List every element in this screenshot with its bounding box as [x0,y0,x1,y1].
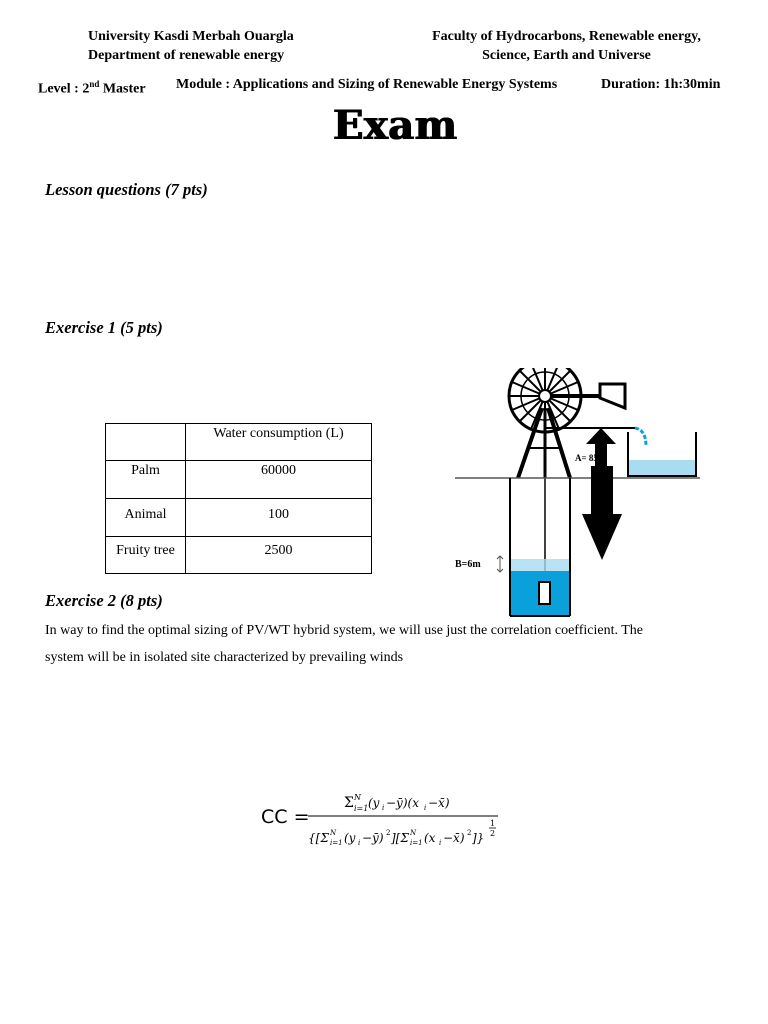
svg-text:2: 2 [467,829,472,837]
table-row [106,537,372,574]
table-header-row [106,424,372,461]
university-name: University Kasdi Merbah Ouargla [88,29,294,44]
svg-text:{[Σ: {[Σ [308,831,329,845]
svg-text:i: i [358,839,361,847]
svg-text:−ȳ)(x: −ȳ)(x [386,796,419,810]
department-name: Department of renewable energy [88,48,285,63]
module-name: Module : Applications and Sizing of Renewable Energy Systems [176,77,558,92]
lesson-heading: Lesson questions (7 pts) [45,180,208,199]
label-b: B=6m [455,559,481,570]
svg-text:i: i [439,839,442,847]
table-cell: 100 [186,499,372,537]
table-cell: 2500 [186,537,372,574]
exercise2-text-line-1: In way to find the optimal sizing of PV/WT hybrid system, we will use just the correlation coefficient. The [45,623,643,638]
svg-text:N: N [330,829,337,837]
svg-text:i=1: i=1 [410,839,423,847]
table-row [106,461,372,499]
level [38,75,146,99]
correlation-formula [258,788,508,854]
svg-text:−x̄): −x̄) [428,796,450,810]
svg-text:i: i [382,804,385,812]
svg-text:i=1: i=1 [354,804,369,813]
table-header-cell [106,424,186,461]
svg-text:N: N [354,793,361,802]
svg-text:][Σ: ][Σ [391,831,409,845]
svg-text:N: N [410,829,417,837]
water-flow-icon [635,428,646,446]
svg-text:−ȳ): −ȳ) [362,831,384,845]
table-cell: Palm [106,461,186,499]
down-arrow-icon [582,466,622,560]
svg-text:CC =: CC = [261,806,310,828]
table-row [106,499,372,537]
svg-text:i: i [424,804,427,812]
svg-text:1: 1 [490,819,496,828]
level-suffix: Master [99,81,146,97]
faculty-line-1: Faculty of Hydrocarbons, Renewable energy, [432,29,701,44]
water-tank [628,432,696,476]
pump-icon [539,582,550,604]
svg-text:]}: ]} [472,831,485,845]
table-cell: 60000 [186,461,372,499]
svg-text:(y: (y [368,796,380,810]
exercise1-heading: Exercise 1 (5 pts) [45,318,163,337]
svg-text:2: 2 [386,829,391,837]
level-marker-icon [497,556,503,572]
svg-text:(x: (x [424,831,436,845]
svg-text:−x̄): −x̄) [443,831,465,845]
water-consumption-table [105,423,372,574]
table-header-cell: Water consumption (L) [186,424,372,461]
duration: Duration: 1h:30min [601,77,721,92]
faculty-line-2: Science, Earth and Universe [482,48,651,63]
svg-text:i=1: i=1 [330,839,343,847]
svg-text:Σ: Σ [344,795,354,811]
svg-text:(y: (y [344,831,356,845]
exercise2-text-line-2: system will be in isolated site characterized by prevailing winds [45,650,404,665]
label-a: A= 85m [575,453,606,463]
table-cell: Animal [106,499,186,537]
page-title: Exam [332,102,458,149]
tail-vane-icon [551,384,625,408]
level-sup: nd [89,79,100,89]
exercise2-heading: Exercise 2 (8 pts) [45,591,163,610]
table-cell: Fruity tree [106,537,186,574]
svg-text:2: 2 [490,829,496,838]
level-prefix: Level : 2 [38,81,90,97]
windmill-pump-figure [450,368,710,620]
